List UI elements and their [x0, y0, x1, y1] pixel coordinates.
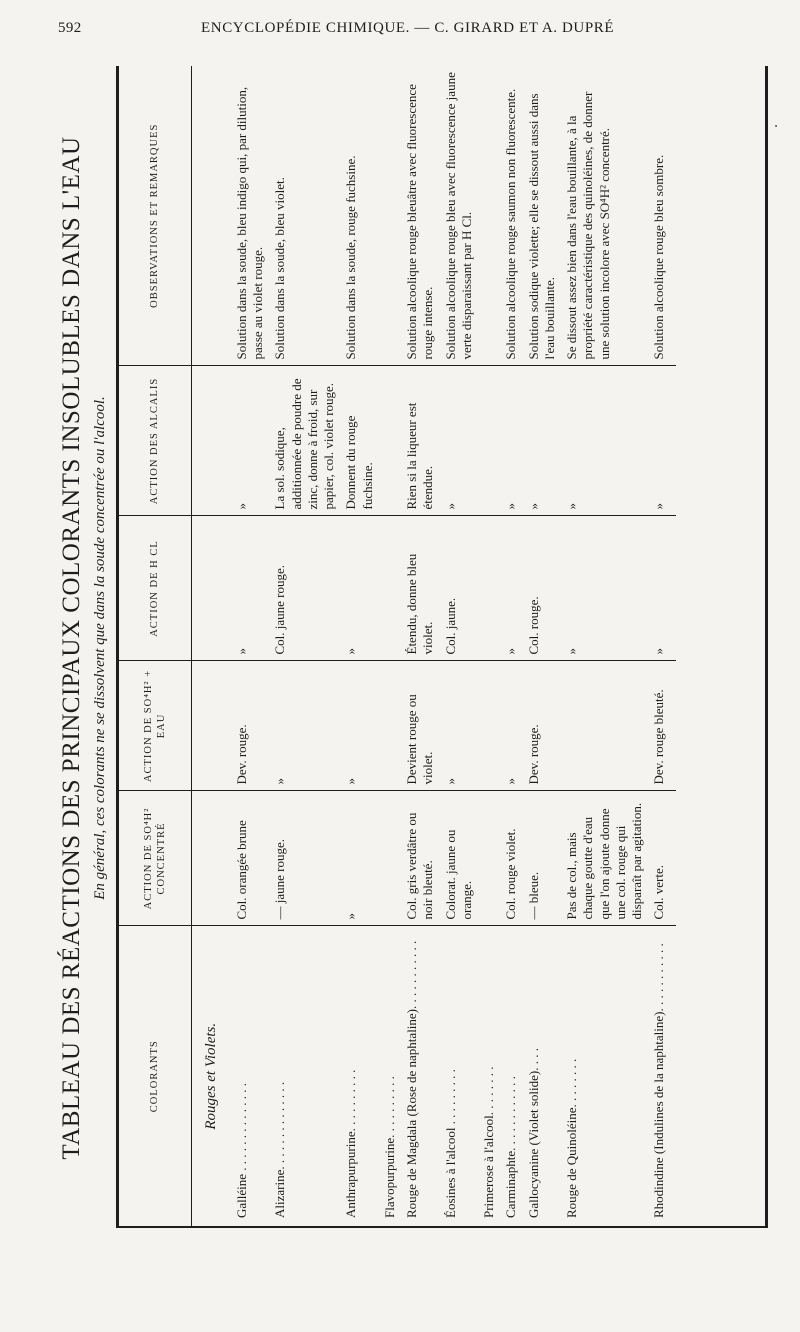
table-cell: Col. rouge. — [523, 516, 562, 661]
table-cell: Col. jaune. — [440, 516, 479, 661]
table-cell: Rien si la liqueur est étendue. — [401, 366, 440, 516]
table-cell — [478, 516, 500, 661]
table-header-row — [119, 66, 192, 1226]
table-cell: » — [648, 516, 675, 661]
table-row — [500, 66, 522, 1226]
table-cell: Col. gris verdâtre ou noir bleuté. — [401, 791, 440, 926]
table-cell: Dev. rouge. — [523, 661, 562, 791]
running-title: ENCYCLOPÉDIE CHIMIQUE. — C. GIRARD ET A. DUPRÉ — [201, 20, 615, 36]
table-cell — [561, 661, 648, 791]
table-row — [523, 66, 562, 1226]
table-cell — [478, 366, 500, 516]
table-row — [440, 66, 479, 1226]
table-cell: » — [523, 366, 562, 516]
colorant-name: Gallocyanine (Violet solide). . . . — [525, 1048, 541, 1218]
table-cell: » — [440, 661, 479, 791]
page-header — [58, 18, 640, 44]
table-subtitle: En général, ces colorants ne se dissolvent que dans la soude concentrée ou l'alcool. — [92, 396, 108, 900]
table-cell — [379, 791, 401, 926]
colorant-name: Rouge de Magdala (Rose de naphtaline). . . . . . . . . . . — [404, 940, 419, 1218]
colorant-name: Carminaphte. . . . . . . . . . . . — [503, 1076, 519, 1218]
table-cell: Se dissout assez bien dans l'eau bouillante, à la propriété caractéristique des quinoléines, de donner une solution incolore avec SO⁴H² concentré. — [561, 66, 648, 366]
table-cell: » — [340, 516, 379, 661]
table-row — [648, 66, 675, 1226]
stray-mark: . — [764, 124, 781, 128]
table-cell: Col. verte. — [648, 791, 675, 926]
colorant-name: Flavopurpurine. . . . . . . . . . — [381, 1076, 397, 1218]
table-cell: » — [231, 366, 270, 516]
column-header: ACTION DE SO⁴H² CONCENTRÉ — [119, 791, 192, 926]
table-cell: La sol. sodique, additionnée de poudre de zinc, donne à froid, sur papier, col. violet rouge. — [269, 366, 340, 516]
table-cell: » — [340, 661, 379, 791]
table-title: TABLEAU DES RÉACTIONS DES PRINCIPAUX COLORANTS INSOLUBLES DANS L'EAU — [58, 136, 85, 1160]
colorant-name: Éosines à l'alcool . . . . . . . . . — [442, 1069, 458, 1218]
table-cell: » — [340, 791, 379, 926]
table-cell: Solution alcoolique rouge bleu avec fluorescence jaune verte disparaissant par H Cl. — [440, 66, 479, 366]
table-cell: Solution dans la soude, rouge fuchsine. — [340, 66, 379, 366]
table-cell — [478, 661, 500, 791]
colorant-name: Anthrapurpurine. . . . . . . . . . — [343, 1069, 359, 1218]
table-cell: Dev. rouge bleuté. — [648, 661, 675, 791]
table-cell: Solution dans la soude, bleu indigo qui, par dilution, passe au violet rouge. — [231, 66, 270, 366]
table-cell: » — [440, 366, 479, 516]
table-cell: Devient rouge ou violet. — [401, 661, 440, 791]
section-heading: Rouges et Violets. — [203, 1022, 219, 1130]
table-cell: Donnent du rouge fuchsine. — [340, 366, 379, 516]
table-row — [401, 66, 440, 1226]
table-cell — [379, 366, 401, 516]
table-cell — [478, 791, 500, 926]
colorant-name: Galléine . . . . . . . . . . . . . . — [233, 1082, 249, 1218]
colorant-name: Alizarine. . . . . . . . . . . . . . — [272, 1081, 288, 1218]
column-header: OBSERVATIONS ET REMARQUES — [119, 66, 192, 366]
table-cell: Solution alcoolique rouge saumon non fluorescente. — [500, 66, 522, 366]
colorant-name: Primerose à l'alcool. . . . . . . . — [481, 1066, 496, 1218]
table-cell: » — [648, 366, 675, 516]
table-cell: Solution sodique violette; elle se dissout aussi dans l'eau bouillante. — [523, 66, 562, 366]
table-cell: » — [269, 661, 340, 791]
table-cell: » — [231, 516, 270, 661]
colorant-name: Rouge de Quinoléine. . . . . . . . — [564, 1058, 579, 1218]
table-cell: Pas de col., mais chaque goutte d'eau que l'on ajoute donne une col. rouge qui disparaît par agitation. — [561, 791, 648, 926]
table-row — [478, 66, 500, 1226]
table-row — [379, 66, 401, 1226]
table-cell — [478, 66, 500, 366]
table-cell: Col. jaune rouge. — [269, 516, 340, 661]
section-row — [192, 66, 231, 1226]
table-cell: » — [500, 516, 522, 661]
colorant-name: Rhodindine (Indulines de la naphtaline). . . . . . . . . . . — [651, 943, 667, 1218]
table-cell: Étendu, donne bleu violet. — [401, 516, 440, 661]
table-cell: » — [500, 366, 522, 516]
column-header: COLORANTS — [119, 926, 192, 1226]
table-cell: Col. orangée brune — [231, 791, 270, 926]
column-header: ACTION DES ALCALIS — [119, 366, 192, 516]
table-cell — [379, 66, 401, 366]
table-cell — [379, 661, 401, 791]
table-cell — [379, 516, 401, 661]
rotated-table-block — [58, 68, 798, 1228]
table-cell: — jaune rouge. — [269, 791, 340, 926]
page-number: 592 — [58, 20, 82, 36]
table-row — [269, 66, 340, 1226]
table-cell: Solution alcoolique rouge bleuâtre avec fluorescence rouge intense. — [401, 66, 440, 366]
table-cell: » — [500, 661, 522, 791]
column-header: ACTION DE SO⁴H² + EAU — [119, 661, 192, 791]
table-cell: — bleue. — [523, 791, 562, 926]
table-cell: Solution alcoolique rouge bleu sombre. — [648, 66, 675, 366]
table-row — [561, 66, 648, 1226]
table-cell: » — [561, 516, 648, 661]
table-cell: Colorat. jaune ou orange. — [440, 791, 479, 926]
table-cell: Dev. rouge. — [231, 661, 270, 791]
table-cell: » — [561, 366, 648, 516]
table-cell: Solution dans la soude, bleu violet. — [269, 66, 340, 366]
reactions-table — [116, 66, 768, 1228]
table-row — [340, 66, 379, 1226]
column-header: ACTION DE H CL — [119, 516, 192, 661]
table-row — [231, 66, 270, 1226]
table-cell: Col. rouge violet. — [500, 791, 522, 926]
